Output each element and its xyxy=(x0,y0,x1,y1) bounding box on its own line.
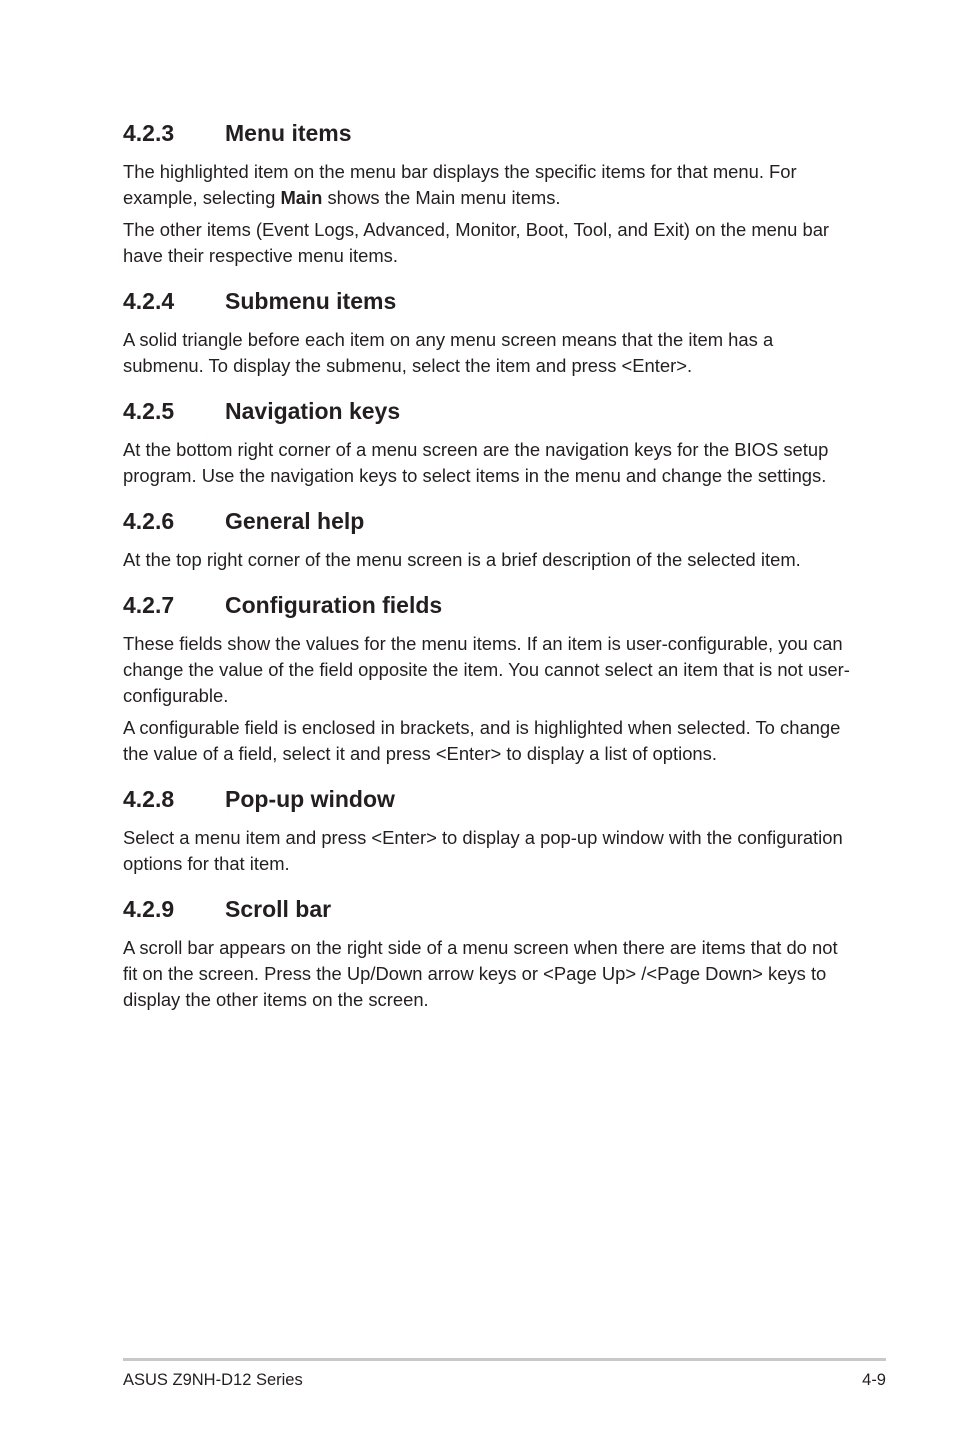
section-number: 4.2.9 xyxy=(123,896,175,922)
section-pop-up-window xyxy=(123,783,853,877)
section-scroll-bar xyxy=(123,893,853,1013)
section-heading xyxy=(123,893,853,925)
section-number: 4.2.7 xyxy=(123,592,175,618)
document-body xyxy=(123,117,853,1029)
section-configuration-fields xyxy=(123,589,853,767)
paragraph: These fields show the values for the menu items. If an item is user-configurable, you can change the value of the field opposite the item. You cannot select an item that is not user-configurable. xyxy=(123,633,850,706)
footer-page-number: 4-9 xyxy=(862,1371,886,1389)
paragraph: A scroll bar appears on the right side of a menu screen when there are items that do not fit on the screen. Press the Up/Down arrow keys or <Page Up> /<Page Down> keys to display the other items on the screen. xyxy=(123,937,838,1010)
section-heading xyxy=(123,505,853,537)
section-title: General help xyxy=(225,508,365,534)
paragraph: A configurable field is enclosed in brackets, and is highlighted when selected. To change the value of a field, select it and press <Enter> to display a list of options. xyxy=(123,717,841,764)
section-number: 4.2.4 xyxy=(123,288,175,314)
section-general-help xyxy=(123,505,853,573)
paragraph: A solid triangle before each item on any menu screen means that the item has a submenu. To display the submenu, select the item and press <Enter>. xyxy=(123,329,774,376)
section-title: Navigation keys xyxy=(225,398,401,424)
section-navigation-keys xyxy=(123,395,853,489)
section-menu-items xyxy=(123,117,853,269)
text-run: The highlighted item on the menu bar displays the specific items for that menu. For example, selecting xyxy=(123,161,797,208)
section-heading xyxy=(123,589,853,621)
section-number: 4.2.8 xyxy=(123,786,175,812)
text-run: shows the Main menu items. xyxy=(322,187,561,208)
section-title: Submenu items xyxy=(225,288,397,314)
bold-text: Main xyxy=(280,187,323,208)
section-title: Pop-up window xyxy=(225,786,395,812)
paragraph: The other items (Event Logs, Advanced, Monitor, Boot, Tool, and Exit) on the menu bar have their respective menu items. xyxy=(123,219,830,266)
footer-product-name: ASUS Z9NH-D12 Series xyxy=(123,1371,303,1389)
paragraph xyxy=(123,159,853,211)
section-heading xyxy=(123,117,853,149)
section-heading xyxy=(123,783,853,815)
paragraph: At the bottom right corner of a menu screen are the navigation keys for the BIOS setup program. Use the navigation keys to select items in the menu and change the settings. xyxy=(123,439,829,486)
footer-divider xyxy=(123,1358,886,1361)
section-submenu-items xyxy=(123,285,853,379)
section-number: 4.2.5 xyxy=(123,398,175,424)
paragraph: At the top right corner of the menu screen is a brief description of the selected item. xyxy=(123,549,801,570)
section-heading xyxy=(123,285,853,317)
section-title: Scroll bar xyxy=(225,896,332,922)
section-number: 4.2.6 xyxy=(123,508,175,534)
section-number: 4.2.3 xyxy=(123,120,175,146)
section-title: Configuration fields xyxy=(225,592,443,618)
section-title: Menu items xyxy=(225,120,352,146)
paragraph: Select a menu item and press <Enter> to display a pop-up window with the configuration options for that item. xyxy=(123,827,843,874)
section-heading xyxy=(123,395,853,427)
